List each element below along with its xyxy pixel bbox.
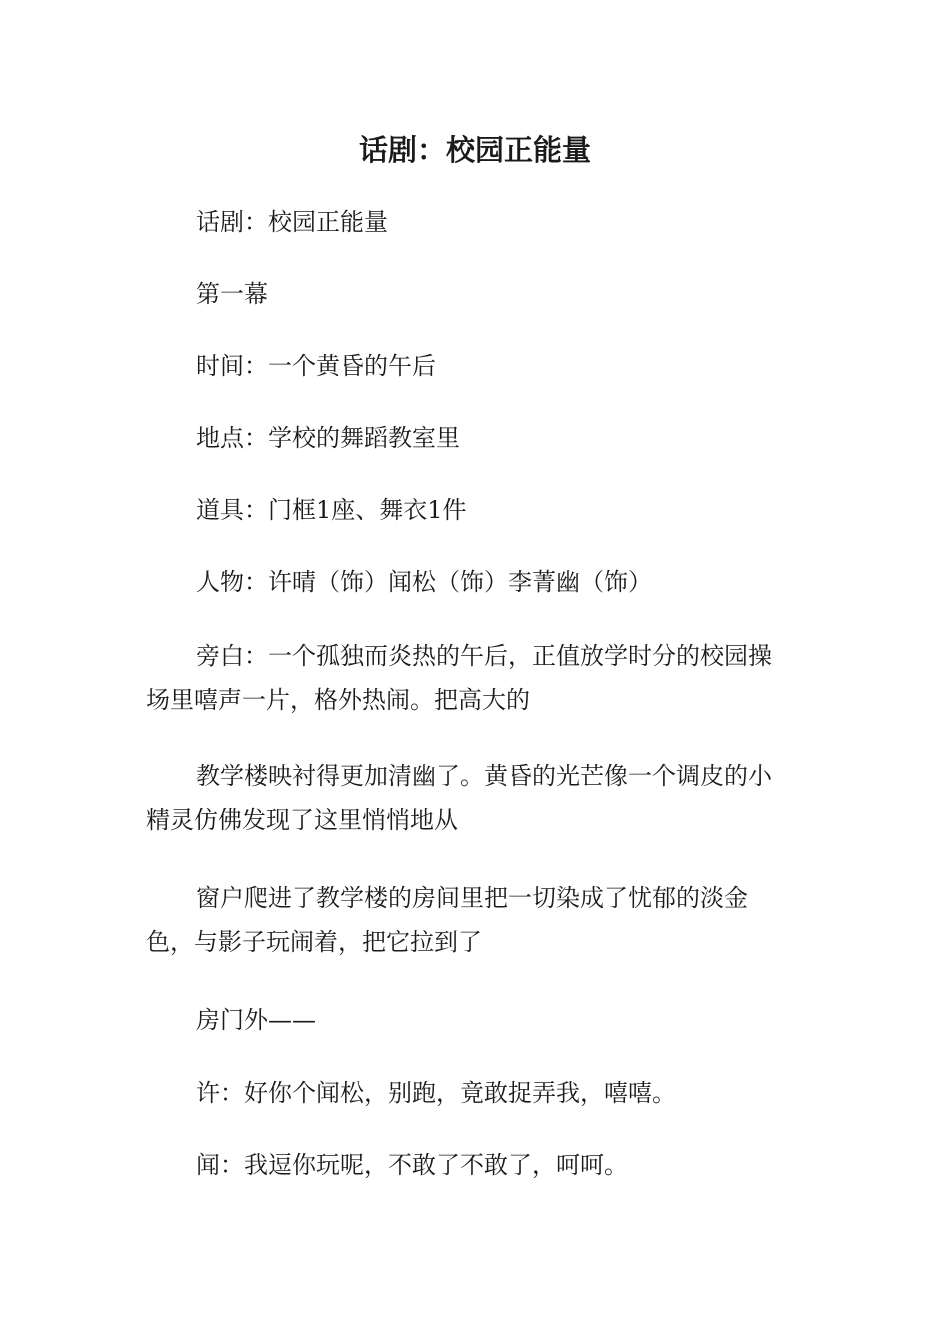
paragraph-narration-4: 房门外—— bbox=[196, 1006, 316, 1034]
paragraph-time: 时间：一个黄昏的午后 bbox=[196, 352, 436, 380]
paragraph-subtitle: 话剧：校园正能量 bbox=[196, 208, 388, 236]
paragraph-narration-1: 旁白：一个孤独而炎热的午后，正值放学时分的校园操场里嘻声一片，格外热闹。把高大的 bbox=[146, 642, 772, 714]
paragraph-characters: 人物：许晴（饰）闻松（饰）李菁幽（饰） bbox=[196, 568, 652, 596]
paragraph-location: 地点：学校的舞蹈教室里 bbox=[196, 424, 460, 452]
paragraph-dialogue-xu: 许：好你个闻松，别跑，竟敢捉弄我，嘻嘻。 bbox=[196, 1079, 676, 1107]
document-title: 话剧：校园正能量 bbox=[358, 133, 591, 167]
paragraph-props: 道具：门框1座、舞衣1件 bbox=[196, 496, 467, 524]
paragraph-dialogue-wen: 闻：我逗你玩呢，不敢了不敢了，呵呵。 bbox=[196, 1151, 628, 1179]
paragraph-act: 第一幕 bbox=[196, 280, 268, 308]
paragraph-narration-2: 教学楼映衬得更加清幽了。黄昏的光芒像一个调皮的小精灵仿佛发现了这里悄悄地从 bbox=[146, 762, 772, 834]
paragraph-narration-3: 窗户爬进了教学楼的房间里把一切染成了忧郁的淡金色，与影子玩闹着，把它拉到了 bbox=[146, 884, 748, 956]
